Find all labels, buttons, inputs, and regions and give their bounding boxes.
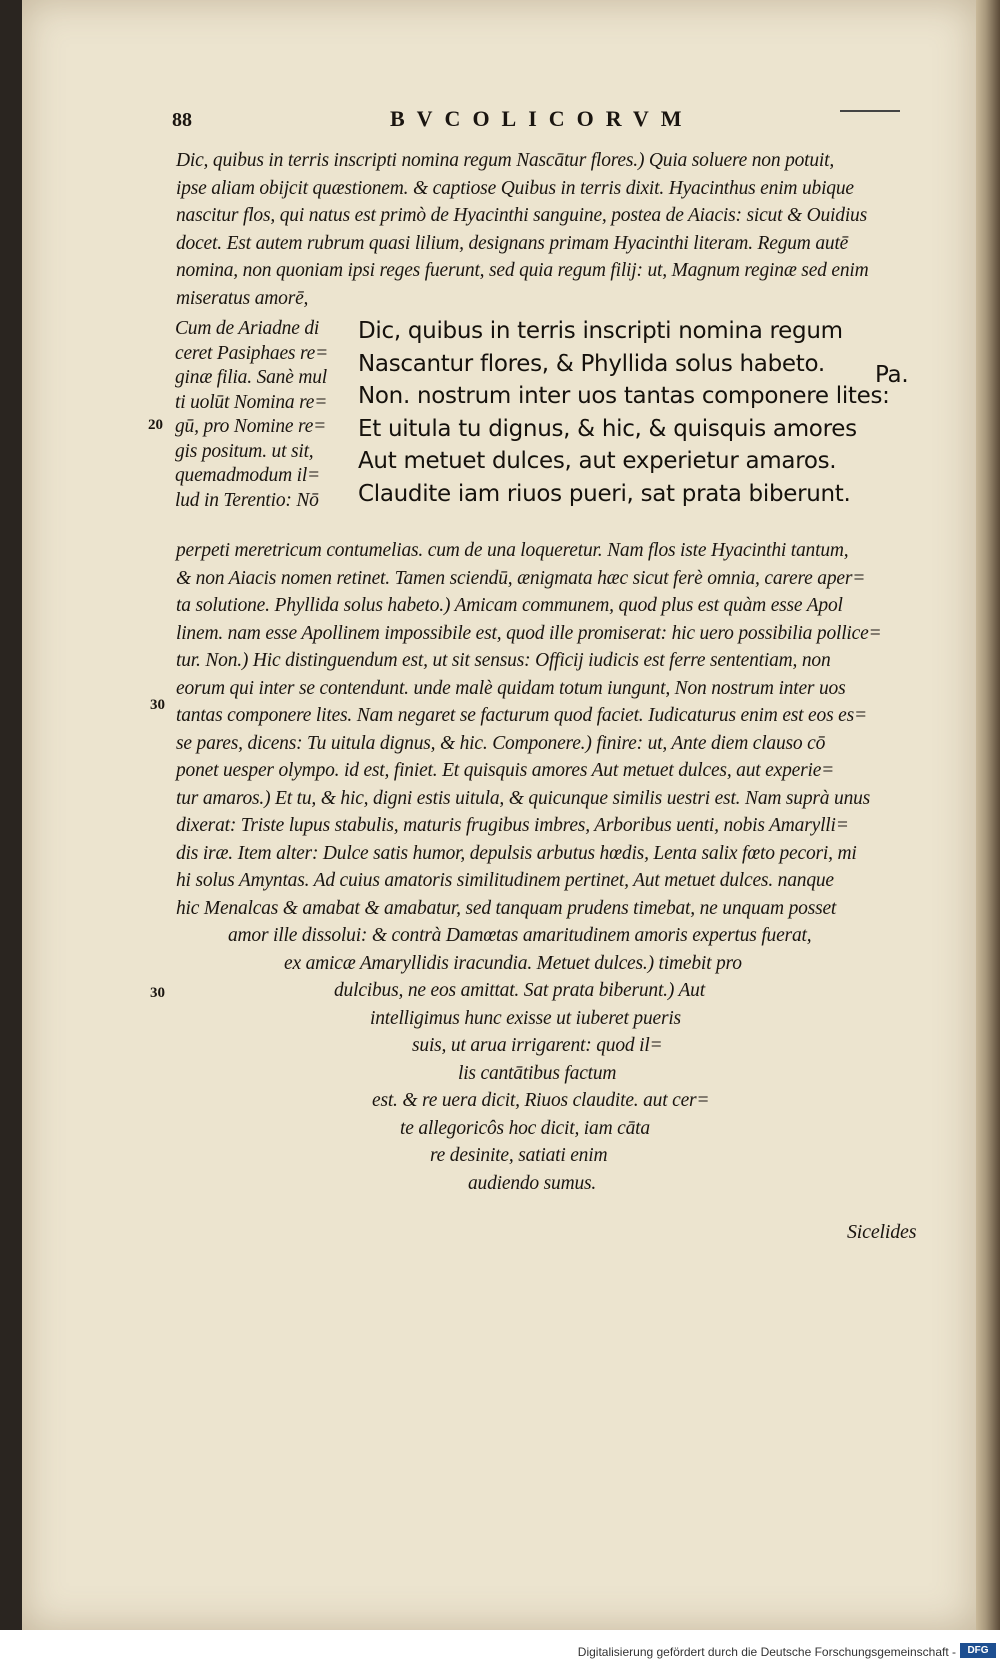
commentary-line: hic Menalcas & amabat & amabatur, sed tanquam prudens timebat, ne unquam posset [176,897,837,919]
verse-line: Claudite iam riuos pueri, sat prata biberunt. [358,480,851,507]
side-commentary-line: ceret Pasiphaes re= [175,342,329,364]
commentary-line: tur. Non.) Hic distinguendum est, ut sit sensus: Officij iudicis est ferre sententiam, non [176,650,831,671]
commentary-line: perpeti meretricum contumelias. cum de una loqueretur. Nam flos iste Hyacinthi tantum, [176,540,849,561]
commentary-line: re desinite, satiati enim [430,1145,608,1166]
commentary-line: linem. nam esse Apollinem impossibile est, quod ille promiserat: hic uero possibilia pollice= [176,622,882,644]
header-rule [840,110,900,112]
footer-credit: Digitalisierung gefördert durch die Deutsche Forschungsgemeinschaft - [577,1645,956,1659]
commentary-line: te allegoricôs hoc dicit, iam cāta [400,1117,650,1139]
commentary-line: dixerat: Triste lupus stabulis, maturis frugibus imbres, Arboribus uenti, nobis Amarylli= [176,815,849,836]
commentary-line: intelligimus hunc exisse ut iuberet pueris [370,1007,681,1029]
commentary-line: lis cantātibus factum [458,1062,617,1084]
commentary-line: Dic, quibus in terris inscripti nomina regum Nascātur flores.) Quia soluere non potuit, [176,150,835,171]
dfg-logo: DFG [960,1643,996,1658]
verse-line: Et uitula tu dignus, & hic, & quisquis amores [358,415,857,442]
speaker-label: Pa. [875,362,909,388]
line-number: 20 [148,417,163,433]
verse-line: Dic, quibus in terris inscripti nomina regum [358,318,843,344]
side-commentary-line: lud in Terentio: Nō [175,489,319,511]
commentary-line: dulcibus, ne eos amittat. Sat prata biberunt.) Aut [334,980,705,1001]
commentary-line: se pares, dicens: Tu uitula dignus, & hic. Componere.) finire: ut, Ante diem clauso cō [176,732,826,754]
verse-line: Non. nostrum inter uos tantas componere lites: [358,383,890,409]
commentary-line: nascitur flos, qui natus est primò de Hyacinthi sanguine, postea de Aiacis: sicut & Ouidius [176,205,867,226]
running-title: BVCOLICORVM [390,106,694,131]
side-commentary-line: gū, pro Nomine re= [175,416,327,437]
verse-line: Nascantur flores, & Phyllida solus habeto. [358,350,825,377]
commentary-line: miseratus amorē, [176,287,309,309]
commentary-line: amor ille dissolui: & contrà Damœtas amaritudinem amoris expertus fuerat, [228,925,812,946]
side-commentary-line: ti uolūt Nomina re= [175,391,328,413]
page-number: 88 [172,109,192,131]
commentary-line: ipse aliam obijcit quæstionem. & captiose Quibus in terris dixit. Hyacinthus enim ubique [176,177,854,199]
commentary-line: ta solutione. Phyllida solus habeto.) Amicam communem, quod plus est quàm esse Apol [176,595,843,616]
commentary-line: suis, ut arua irrigarent: quod il= [412,1035,663,1056]
commentary-line: tantas componere lites. Nam negaret se facturum quod faciet. Iudicaturus enim est eos es= [176,705,867,726]
commentary-line: audiendo sumus. [468,1172,597,1194]
commentary-line: ex amicæ Amaryllidis iracundia. Metuet dulces.) timebit pro [284,952,742,974]
commentary-line: dis iræ. Item alter: Dulce satis humor, depulsis arbutus hœdis, Lenta salix fœto pecori, mi [176,842,857,864]
commentary-line: hi solus Amyntas. Ad cuius amatoris similitudinem pertinet, Aut metuet dulces. nanque [176,870,834,891]
side-commentary-line: ginæ filia. Sanè mul [175,367,328,388]
commentary-line: & non Aiacis nomen retinet. Tamen sciendū, ænigmata hæc sicut ferè omnia, carere aper= [176,567,866,589]
commentary-line: eorum qui inter se contendunt. unde malè quidam totum iungunt, Non nostrum inter uos [176,677,846,699]
page-edge [976,0,1000,1630]
side-commentary-line: quemadmodum il= [175,465,321,486]
verse-line: Aut metuet dulces, aut experietur amaros. [358,448,837,474]
line-number: 30 [150,985,165,1001]
side-commentary-line: Cum de Ariadne di [175,318,320,339]
side-commentary-line: gis positum. ut sit, [175,440,314,462]
commentary-line: est. & re uera dicit, Riuos claudite. aut cer= [372,1090,710,1111]
commentary-line: nomina, non quoniam ipsi reges fuerunt, sed quia regum filij: ut, Magnum reginæ sed enim [176,260,869,281]
commentary-line: ponet uesper olympo. id est, finiet. Et quisquis amores Aut metuet dulces, aut experie= [176,760,835,781]
catchword: Sicelides [847,1221,917,1243]
commentary-line: docet. Est autem rubrum quasi lilium, designans primam Hyacinthi literam. Regum autē [176,232,849,254]
commentary-line: tur amaros.) Et tu, & hic, digni estis uitula, & quicunque similis uestri est. Nam suprà unus [176,787,871,809]
line-number: 30 [150,697,165,713]
